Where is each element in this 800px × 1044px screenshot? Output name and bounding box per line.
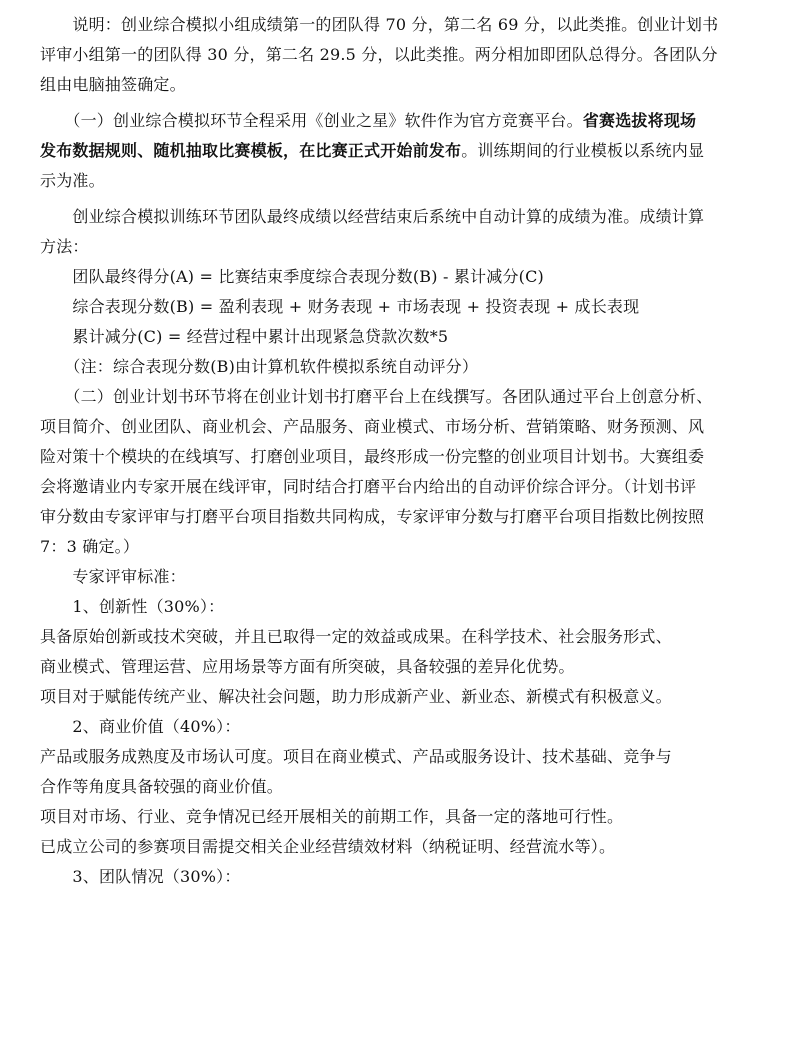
line-text: 3、团队情况（30%）： [40, 867, 241, 886]
line-text: 合作等角度具备较强的商业价值。 [40, 777, 284, 796]
paragraph-line [40, 40, 778, 70]
paragraph-line [40, 502, 778, 532]
line-text: 项目对市场、行业、竞争情况已经开展相关的前期工作，具备一定的落地可行性。 [40, 807, 624, 826]
line-text: 产品或服务成熟度及市场认可度。项目在商业模式、产品或服务设计、技术基础、竞争与 [40, 747, 672, 766]
bold-text: 发布数据规则、随机抽取比赛模板，在比赛正式开始前发布 [40, 141, 462, 160]
line-text: 1、创新性（30%）： [40, 597, 225, 616]
paragraph-line [40, 652, 778, 682]
paragraph-line [40, 442, 778, 472]
paragraph-line [40, 832, 778, 862]
paragraph-line [40, 166, 778, 196]
line-text: 审分数由专家评审与打磨平台项目指数共同构成，专家评审分数与打磨平台项目指数比例按照 [40, 507, 705, 526]
paragraph-line [40, 136, 778, 166]
line-text: 具备原始创新或技术突破，并且已取得一定的效益或成果。在科学技术、社会服务形式、 [40, 627, 672, 646]
paragraph-line [40, 532, 778, 562]
line-text: （一）创业综合模拟环节全程采用《创业之星》软件作为官方竞赛平台。 [40, 111, 583, 130]
paragraph-line [40, 202, 778, 232]
paragraph-line [40, 682, 778, 712]
line-text: 会将邀请业内专家开展在线评审，同时结合打磨平台内给出的自动评价综合评分。（计划书评 [40, 477, 697, 496]
paragraph-line [40, 742, 778, 772]
formula-line [40, 292, 778, 322]
line-text: 说明：创业综合模拟小组成绩第一的团队得 70 分，第二名 69 分，以此类推。创业计划书 [40, 15, 719, 34]
section-heading [40, 562, 778, 592]
paragraph-line [40, 232, 778, 262]
line-text: 示为准。 [40, 171, 105, 190]
paragraph-line [40, 622, 778, 652]
line-text: 已成立公司的参赛项目需提交相关企业经营绩效材料（纳税证明、经营流水等）。 [40, 837, 616, 856]
line-text: 团队最终得分(A) = 比赛结束季度综合表现分数(B) - 累计减分(C) [40, 267, 544, 286]
line-text: 累计减分(C) = 经营过程中累计出现紧急贷款次数*5 [40, 327, 449, 346]
line-text: 2、商业价值（40%）： [40, 717, 241, 736]
paragraph-line [40, 802, 778, 832]
line-text: 。训练期间的行业模板以系统内显 [461, 141, 705, 160]
paragraph-line [40, 10, 778, 40]
line-text: 创业综合模拟训练环节团队最终成绩以经营结束后系统中自动计算的成绩为准。成绩计算 [40, 207, 705, 226]
paragraph-line [40, 70, 778, 100]
line-text: 评审小组第一的团队得 30 分，第二名 29.5 分，以此类推。两分相加即团队总得分。各团队分 [40, 45, 718, 64]
formula-line [40, 262, 778, 292]
formula-line [40, 322, 778, 352]
paragraph-line [40, 772, 778, 802]
paragraph-line [40, 106, 778, 136]
line-text: 综合表现分数(B) = 盈利表现 + 财务表现 + 市场表现 + 投资表现 + 成长表现 [40, 297, 640, 316]
criterion-heading [40, 862, 778, 892]
line-text: 险对策十个模块的在线填写、打磨创业项目，最终形成一份完整的创业项目计划书。大赛组委 [40, 447, 705, 466]
line-text: 组由电脑抽签确定。 [40, 75, 186, 94]
line-text: 商业模式、管理运营、应用场景等方面有所突破，具备较强的差异化优势。 [40, 657, 575, 676]
note-line [40, 352, 778, 382]
line-text: （二）创业计划书环节将在创业计划书打磨平台上在线撰写。各团队通过平台上创意分析、 [40, 387, 713, 406]
criterion-heading [40, 712, 778, 742]
line-text: 方法： [40, 237, 89, 256]
line-text: （注：综合表现分数(B)由计算机软件模拟系统自动评分） [40, 357, 479, 376]
criterion-heading [40, 592, 778, 622]
paragraph-line [40, 412, 778, 442]
line-text: 专家评审标准： [40, 567, 186, 586]
line-text: 项目对于赋能传统产业、解决社会问题，助力形成新产业、新业态、新模式有积极意义。 [40, 687, 672, 706]
paragraph-line [40, 382, 778, 412]
paragraph-line [40, 472, 778, 502]
bold-text: 省赛选拔将现场 [582, 111, 697, 130]
line-text: 7：3 确定。） [40, 537, 140, 556]
line-text: 项目简介、创业团队、商业机会、产品服务、商业模式、市场分析、营销策略、财务预测、风 [40, 417, 705, 436]
